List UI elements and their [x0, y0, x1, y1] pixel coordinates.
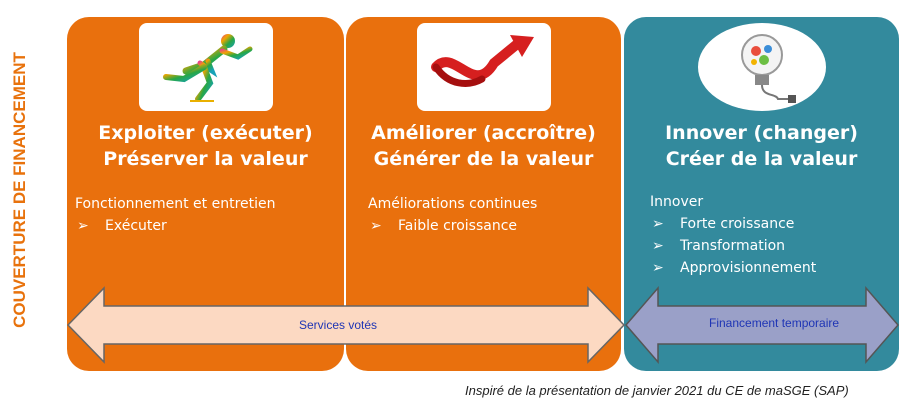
panel-exploit-body: [75, 193, 338, 237]
runner-icon: [146, 27, 266, 107]
title-line-1: Exploiter (exécuter): [98, 122, 313, 144]
bullet-arrow-icon: ➢: [652, 260, 664, 276]
list-item: ➢ Approvisionnement: [650, 257, 893, 279]
list-item: ➢ Exécuter: [75, 215, 338, 237]
temporary-funding-label: Financement temporaire: [709, 316, 840, 330]
list-item: ➢ Transformation: [650, 235, 893, 257]
panel-exploit-title: [67, 120, 344, 172]
lightbulb-image: [698, 23, 826, 111]
panel-innovate-body: [650, 191, 893, 279]
title-line-1: Innover (changer): [665, 122, 858, 144]
bullet-arrow-icon: ➢: [370, 218, 382, 234]
list-item: ➢ Forte croissance: [650, 213, 893, 235]
funding-coverage-label: [8, 20, 32, 360]
side-label-text: COUVERTURE DE FINANCEMENT: [10, 52, 30, 328]
title-line-2: Générer de la valeur: [373, 148, 594, 170]
title-line-2: Préserver la valeur: [103, 148, 308, 170]
source-caption: Inspiré de la présentation de janvier 2021 du CE de maSGE (SAP): [465, 383, 849, 398]
upward-arrow-image: [417, 23, 551, 111]
services-votes-label: Services votés: [299, 318, 378, 332]
panel-intro: Innover: [650, 194, 704, 210]
bullet-arrow-icon: ➢: [652, 238, 664, 254]
title-line-2: Créer de la valeur: [665, 148, 858, 170]
panel-intro: Améliorations continues: [368, 196, 538, 212]
list-item: ➢ Faible croissance: [368, 215, 615, 237]
panel-innovate-title: [624, 120, 899, 172]
title-line-1: Améliorer (accroître): [371, 122, 596, 144]
panel-intro: Fonctionnement et entretien: [75, 196, 276, 212]
panel-improve-body: [368, 193, 615, 237]
bullet-arrow-icon: ➢: [77, 218, 89, 234]
bullet-arrow-icon: ➢: [652, 216, 664, 232]
sprinter-image: [139, 23, 273, 111]
trend-arrow-icon: [424, 27, 544, 107]
lightbulb-icon: [712, 27, 812, 107]
panel-improve-title: [346, 120, 621, 172]
